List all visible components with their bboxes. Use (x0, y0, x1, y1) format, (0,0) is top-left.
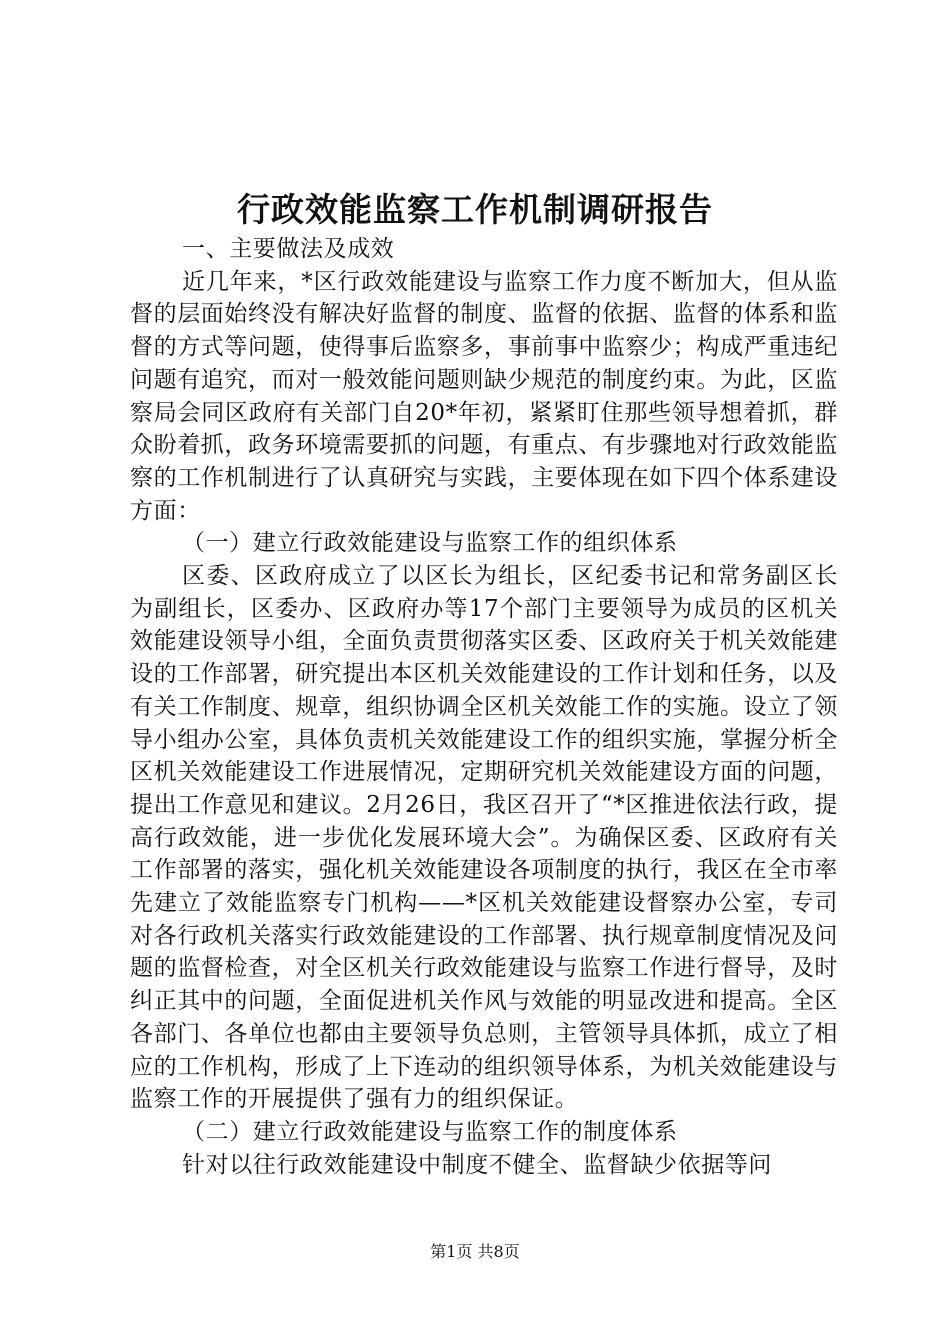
document-body (130, 233, 838, 1181)
section-heading: 一、主要做法及成效 (182, 236, 395, 262)
page-footer: 第1页 共8页 (430, 1242, 520, 1261)
subsection-heading: （一）建立行政效能建设与监察工作的组织体系 (182, 530, 678, 557)
subsection-heading: （二）建立行政效能建设与监察工作的制度体系 (182, 1118, 678, 1145)
body-paragraph: 近几年来，*区行政效能建设与监察工作力度不断加大，但从监督的层面始终没有解决好监督的制度、监督的依据、监督的体系和监督的方式等问题，使得事后监察多，事前事中监察少；构成严重违纪问题有追究，而对一般效能问题则缺少规范的制度约束。为此，区监察局会同区政府有关部门自20*年初，紧紧盯住那些领导想着抓，群众盼着抓，政务环境需要抓的问题，有重点、有步骤地对行政效能监察的工作机制进行了认真研究与实践，主要体现在如下四个体系建设方面： (130, 268, 838, 524)
body-paragraph: 针对以往行政效能建设中制度不健全、监督缺少依据等问 (182, 1151, 772, 1178)
document-title: 行政效能监察工作机制调研报告 (237, 190, 713, 229)
body-paragraph: 区委、区政府成立了以区长为组长，区纪委书记和常务副区长为副组长，区委办、区政府办等17个部门主要领导为成员的区机关效能建设领导小组，全面负责贯彻落实区委、区政府关于机关效能建设的工作部署，研究提出本区机关效能建设的工作计划和任务，以及有关工作制度、规章，组织协调全区机关效能工作的实施。设立了领导小组办公室，具体负责机关效能建设工作的组织实施，掌握分析全区机关效能建设工作进展情况，定期研究机关效能建设方面的问题，提出工作意见和建议。2月26日，我区召开了“*区推进依法行政，提高行政效能，进一步优化发展环境大会”。为确保区委、区政府有关工作部署的落实，强化机关效能建设各项制度的执行，我区在全市率先建立了效能监察专门机构——*区机关效能建设督察办公室，专司对各行政机关落实行政效能建设的工作部署、执行规章制度情况及问题的监督检查，对全区机关行政效能建设与监察工作进行督导，及时纠正其中的问题，全面促进机关作风与效能的明显改进和提高。全区各部门、各单位也都由主要领导负总则，主管领导具体抓，成立了相应的工作机构，形成了上下连动的组织领导体系，为机关效能建设与监察工作的开展提供了强有力的组织保证。 (130, 563, 838, 1113)
